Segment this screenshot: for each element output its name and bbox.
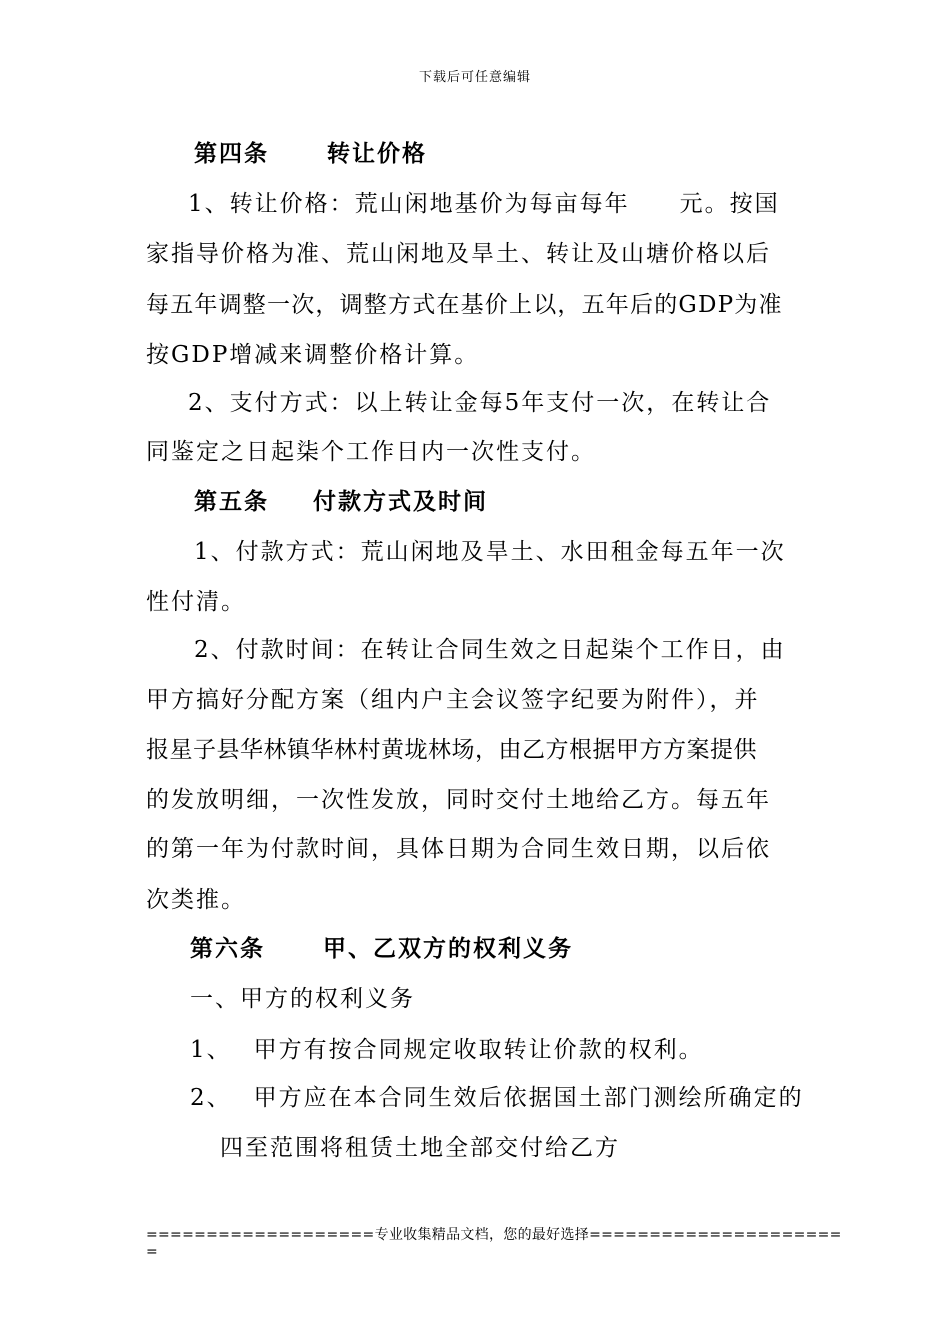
article6-item-2-cont: 四至范围将租赁土地全部交付给乙方 <box>220 1135 620 1161</box>
article4-price-text-2: 元。按国 <box>679 191 780 217</box>
article6-title: 甲、乙双方的权利义务 <box>323 935 573 962</box>
article5-heading <box>194 487 488 517</box>
article4-line-5: 2、支付方式：以上转让金每5年支付一次，在转让合 <box>188 390 772 416</box>
footer-banner-tail: = <box>146 1244 158 1260</box>
article4-line-3: 每五年调整一次，调整方式在基价上以，五年后的GDP为准 <box>146 292 783 318</box>
article4-heading <box>194 139 427 169</box>
article6-item-1 <box>190 1035 704 1065</box>
item-number: 1、 <box>190 1037 232 1063</box>
article4-line-6: 同鉴定之日起柒个工作日内一次性支付。 <box>146 439 596 465</box>
article6-number: 第六条 <box>190 935 265 962</box>
article5-title: 付款方式及时间 <box>313 488 488 515</box>
article5-line-7: 的第一年为付款时间，具体日期为合同生效日期，以后依 <box>146 836 771 862</box>
item-text: 甲方应在本合同生效后依据国土部门测绘所确定的 <box>253 1085 804 1111</box>
footer-banner: ===================专业收集精品文档，您的最好选择===================== <box>146 1227 842 1243</box>
item-number: 2、 <box>190 1085 232 1111</box>
article5-number: 第五条 <box>194 488 269 515</box>
article5-line-4: 甲方搞好分配方案（组内户主会议签字纪要为附件），并 <box>146 687 760 713</box>
article5-line-5: 报星子县华林镇华林村黄垅林场，由乙方根据甲方方案提供 <box>146 737 757 763</box>
article6-heading <box>190 934 573 964</box>
article4-number: 第四条 <box>194 140 269 167</box>
article5-line-3: 2、付款时间：在转让合同生效之日起柒个工作日，由 <box>194 637 786 663</box>
article5-line-6: 的发放明细，一次性发放，同时交付土地给乙方。每五年 <box>146 787 771 813</box>
article4-line-1 <box>188 189 780 219</box>
page-header: 下载后可任意编辑 <box>418 70 531 85</box>
article5-line-2: 性付清。 <box>146 589 246 615</box>
article4-title: 转让价格 <box>327 140 427 167</box>
article6-subheading: 一、甲方的权利义务 <box>190 986 415 1012</box>
article4-line-2: 家指导价格为准、荒山闲地及旱土、转让及山塘价格以后 <box>146 241 771 267</box>
article5-line-8: 次类推。 <box>146 887 246 913</box>
article5-line-1: 1、付款方式：荒山闲地及旱土、水田租金每五年一次 <box>194 539 786 565</box>
item-text: 甲方有按合同规定收取转让价款的权利。 <box>253 1037 704 1063</box>
article4-price-text: 1、转让价格：荒山闲地基价为每亩每年 <box>188 191 630 217</box>
article6-item-2 <box>190 1083 804 1113</box>
article4-line-4: 按GDP增减来调整价格计算。 <box>146 342 480 368</box>
